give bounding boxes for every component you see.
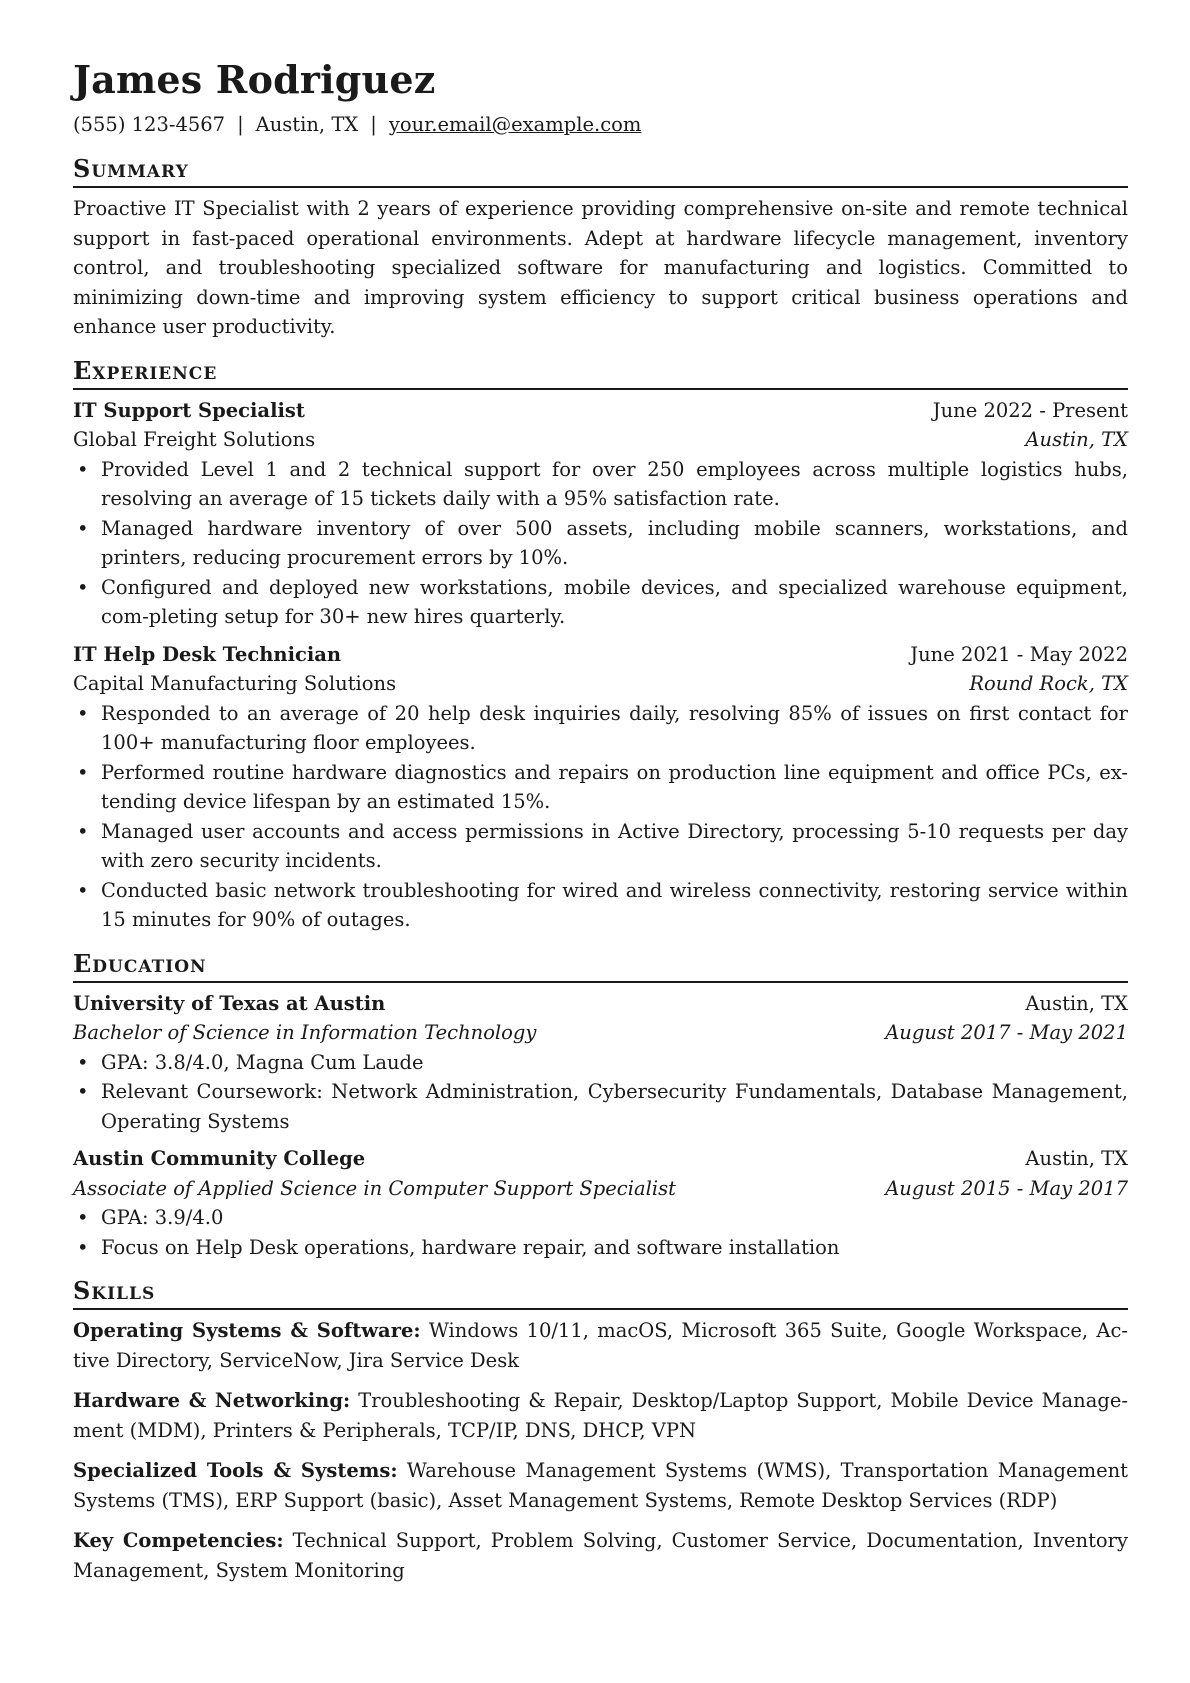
bullet-item: • Configured and deployed new workstations, mobile devices, and specialized warehouse equipment, com-pleting setup for 30+ new hires quarterly.	[73, 573, 1128, 632]
bullet-item: • Relevant Coursework: Network Administration, Cybersecurity Fundamentals, Database Management, Operating Systems	[73, 1077, 1128, 1136]
section-title-summary: Summary	[73, 154, 1128, 188]
education-bullets	[73, 1203, 1128, 1262]
job-bullets	[73, 455, 1128, 632]
job-header-row	[73, 396, 1128, 426]
education-bullets	[73, 1048, 1128, 1137]
bullet-item: • Managed user accounts and access permissions in Active Directory, processing 5-10 requests per day with zero security incidents.	[73, 817, 1128, 876]
contact-location: Austin, TX	[255, 113, 359, 136]
skill-group	[73, 1456, 1128, 1515]
section-title-experience: Experience	[73, 356, 1128, 390]
degree-name: Bachelor of Science in Information Technology	[73, 1021, 537, 1044]
job-location: Round Rock, TX	[969, 672, 1128, 695]
job-title: IT Help Desk Technician	[73, 642, 342, 666]
degree-row	[73, 1174, 1128, 1204]
degree-name: Associate of Applied Science in Computer Support Specialist	[73, 1176, 676, 1200]
bullet-item: • GPA: 3.8/4.0, Magna Cum Laude	[73, 1048, 1128, 1078]
education-entry	[73, 989, 1128, 1137]
bullet-item: • GPA: 3.9/4.0	[73, 1203, 1128, 1233]
job-entry	[73, 640, 1128, 935]
skill-group-text: Technical Support, Problem Solving, Customer Service, Documentation, Inventory Management, System Monitoring	[73, 1529, 1128, 1582]
skill-group-text: Troubleshooting & Repair, Desktop/Laptop Support, Mobile Device Manage-ment (MDM), Printers & Peripherals, TCP/IP, DNS, DHCP, VPN	[73, 1389, 1128, 1442]
email-link[interactable]: your.email@example.com	[388, 113, 642, 136]
company-name: Global Freight Solutions	[73, 428, 316, 451]
job-dates: June 2022 - Present	[932, 398, 1128, 422]
job-bullets	[73, 699, 1128, 935]
skill-group-label: Specialized Tools & Systems:	[73, 1459, 398, 1482]
job-company-row	[73, 425, 1128, 455]
school-header-row	[73, 1144, 1128, 1174]
contact-separator: |	[237, 113, 244, 136]
bullet-item: • Focus on Help Desk operations, hardware repair, and software installation	[73, 1233, 1128, 1263]
school-name: University of Texas at Austin	[73, 991, 386, 1015]
bullet-item: • Performed routine hardware diagnostics and repairs on production line equipment and office PCs, ex-tending device lifespan by an estimated 15%.	[73, 758, 1128, 817]
skill-group	[73, 1316, 1128, 1375]
section-title-education: Education	[73, 949, 1128, 983]
candidate-name: James Rodriguez	[73, 57, 436, 102]
skill-group-label: Operating Systems & Software:	[73, 1319, 421, 1342]
contact-separator: |	[370, 113, 377, 136]
phone-number: (555) 123-4567	[73, 113, 226, 136]
education-dates: August 2015 - May 2017	[885, 1176, 1128, 1200]
company-name: Capital Manufacturing Solutions	[73, 672, 397, 695]
bullet-item: • Conducted basic network troubleshooting for wired and wireless connectivity, restoring service within 15 minutes for 90% of outages.	[73, 876, 1128, 935]
school-location: Austin, TX	[1025, 991, 1128, 1015]
skill-group	[73, 1526, 1128, 1585]
resume-page	[73, 56, 1128, 1596]
bullet-item: • Provided Level 1 and 2 technical support for over 250 employees across multiple logistics hubs, resolving an average of 15 tickets daily with a 95% satisfaction rate.	[73, 455, 1128, 514]
job-location: Austin, TX	[1025, 428, 1128, 451]
job-header-row	[73, 640, 1128, 670]
bullet-item: • Managed hardware inventory of over 500 assets, including mobile scanners, workstations, and printers, reducing procurement errors by 10%.	[73, 514, 1128, 573]
degree-row	[73, 1018, 1128, 1048]
bullet-item: • Responded to an average of 20 help desk inquiries daily, resolving 85% of issues on first contact for 100+ manufacturing floor employees.	[73, 699, 1128, 758]
contact-line	[73, 110, 1128, 140]
skill-group-label: Key Competencies:	[73, 1529, 284, 1552]
school-location: Austin, TX	[1025, 1147, 1128, 1170]
skill-group	[73, 1386, 1128, 1445]
job-title: IT Support Specialist	[73, 398, 305, 422]
skill-group-label: Hardware & Networking:	[73, 1389, 351, 1412]
school-name: Austin Community College	[73, 1147, 366, 1170]
skill-group-text: Warehouse Management Systems (WMS), Transportation Management Systems (TMS), ERP Support (basic), Asset Management Systems, Remote Desktop Services (RDP)	[73, 1459, 1128, 1512]
job-dates: June 2021 - May 2022	[910, 642, 1128, 666]
job-entry	[73, 396, 1128, 632]
education-dates: August 2017 - May 2021	[885, 1021, 1128, 1044]
section-title-skills: Skills	[73, 1276, 1128, 1310]
skill-group-text: Windows 10/11, macOS, Microsoft 365 Suite, Google Workspace, Ac-tive Directory, ServiceNow, Jira Service Desk	[73, 1319, 1128, 1372]
job-company-row	[73, 669, 1128, 699]
education-entry	[73, 1144, 1128, 1262]
summary-text: Proactive IT Specialist with 2 years of experience providing comprehensive on-site and remote technical support in fast-paced operational environments. Adept at hardware lifecycle management, inventory control, and troubleshooting specialized software for manufacturing and logistics. Committed to minimizing down-time and improving system efficiency to support critical business operations and enhance user productivity.	[73, 197, 1128, 338]
school-header-row	[73, 989, 1128, 1019]
